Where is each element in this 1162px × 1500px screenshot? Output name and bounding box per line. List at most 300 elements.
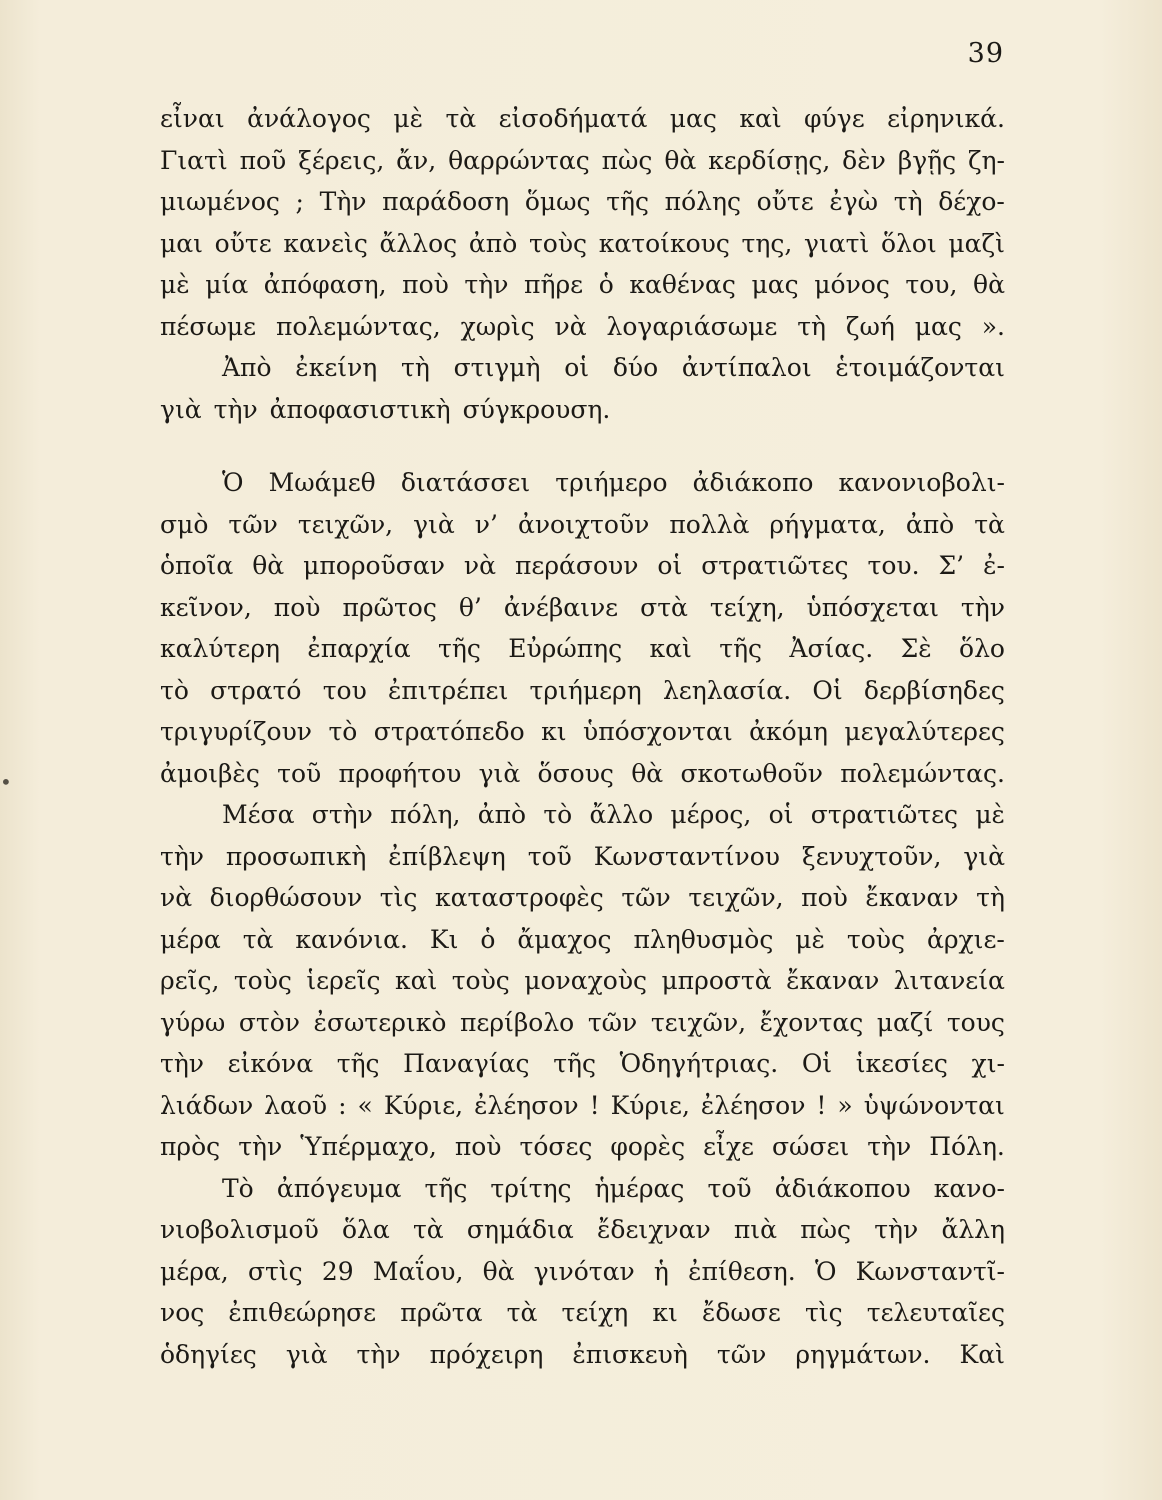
word: ἡμέρας <box>594 1173 685 1203</box>
word: Παναγίας <box>403 1049 530 1078</box>
word: ρηγμάτων. <box>795 1339 931 1369</box>
word: τῆς <box>719 634 763 663</box>
word: κανο- <box>933 1173 1005 1203</box>
word: τὴν <box>160 841 205 871</box>
text-line <box>160 181 1005 223</box>
word: μαζί <box>876 1007 934 1037</box>
word: ἀμοιβὲς <box>160 758 260 788</box>
word: τῆς <box>424 1173 468 1203</box>
text-line <box>160 1126 1005 1168</box>
text-line <box>160 628 1005 670</box>
word: του <box>322 675 367 705</box>
word: στὴν <box>311 800 373 829</box>
word: ζωή <box>845 311 895 341</box>
word: ὅλο <box>959 634 1005 663</box>
word: τὴ <box>401 353 430 382</box>
word: τὶς <box>804 1298 843 1327</box>
word: ἱερεῖς <box>306 966 381 995</box>
word: πρῶτα <box>400 1298 483 1327</box>
text-line <box>160 140 1005 182</box>
word: τῆς <box>336 1049 380 1078</box>
word: σώσει <box>771 1132 850 1161</box>
word: τῶν <box>621 883 671 912</box>
word: ὑπόσχεται <box>806 592 939 622</box>
word: λεηλασία. <box>662 675 792 705</box>
word: φύγε <box>804 104 865 133</box>
word: τὰ <box>974 509 1005 539</box>
word: Κύριε, <box>383 1090 464 1120</box>
text-line <box>160 794 1005 836</box>
word: Ἀπὸ <box>222 353 272 382</box>
word: κι <box>541 717 567 746</box>
word: πολλὰ <box>669 509 750 539</box>
word: τοῦ <box>277 758 322 788</box>
word: ἔκαναν <box>786 966 880 995</box>
word: καταστροφὲς <box>434 883 604 912</box>
word: τοὺς <box>233 966 292 995</box>
word: μας <box>751 270 799 299</box>
word: θὰ <box>631 758 664 788</box>
text-line <box>160 670 1005 712</box>
word: Πόλη. <box>929 1132 1005 1161</box>
word: τὶς <box>379 883 418 912</box>
word: Κωνσταντῖ- <box>855 1256 1005 1286</box>
word: ἔδειχναν <box>597 1215 711 1244</box>
word: σκοτωθοῦν <box>680 758 823 788</box>
word: ἀποφασιστικὴ <box>269 394 451 424</box>
word: μὲ <box>975 800 1005 829</box>
word: τοὺς <box>528 228 588 258</box>
word: μαζὶ <box>948 228 1005 258</box>
word: ζη- <box>968 145 1005 175</box>
word: φορὲς <box>610 1132 686 1161</box>
word: κανόνια. <box>295 924 408 954</box>
word: εἶχε <box>703 1132 754 1161</box>
word: προφήτου <box>338 758 462 788</box>
word: θὰ <box>252 551 285 580</box>
word: μὲ <box>393 104 424 133</box>
word: ὅλοι <box>880 228 937 258</box>
word: σύγκρουση. <box>462 394 611 424</box>
word: τὴν <box>213 394 258 424</box>
word: ἄλλη <box>941 1215 1005 1244</box>
word: στρατιῶτες <box>810 800 959 829</box>
word: οὔτε <box>756 187 814 216</box>
word: τειχῶν, <box>297 509 394 539</box>
word: θὰ <box>664 145 697 175</box>
word: ρήγματα, <box>769 509 886 539</box>
word: Ὁ <box>814 1256 837 1286</box>
word: τὴν <box>356 1339 401 1369</box>
text-line <box>160 389 1005 431</box>
word: ἐσωτερικὸ <box>313 1007 447 1037</box>
word: κεῖνον, <box>160 592 252 622</box>
word: κατοίκους <box>598 228 730 258</box>
word: γινόταν <box>533 1256 635 1286</box>
word: ; <box>295 187 304 216</box>
word: « <box>357 1090 373 1120</box>
word: μέρα, <box>160 1256 229 1286</box>
word: ὁδηγίες <box>160 1339 257 1369</box>
word: ἐπιτρέπει <box>388 675 509 705</box>
word: ποῦ <box>239 145 287 175</box>
word: Τὸ <box>222 1173 254 1203</box>
word: μόνος <box>814 270 890 299</box>
word: Καὶ <box>959 1339 1005 1369</box>
word: τὴν <box>238 1132 283 1161</box>
page-number: 39 <box>967 38 1004 69</box>
word: τὰ <box>412 1215 444 1244</box>
word: τὰ <box>242 924 274 954</box>
text-line <box>160 264 1005 306</box>
word: 29 <box>321 1256 354 1286</box>
word: νὰ <box>463 551 496 580</box>
word: καὶ <box>394 966 438 995</box>
word: τειχῶν, <box>688 883 784 912</box>
word: κανονιοβολι- <box>838 468 1005 497</box>
word: νιοβολισμοῦ <box>160 1215 319 1244</box>
word: κανεὶς <box>283 228 368 258</box>
word: ὁ <box>598 270 614 299</box>
word: διορθώσουν <box>209 883 363 912</box>
word: » <box>837 1090 853 1120</box>
text-line <box>160 1002 1005 1044</box>
word: τὴν <box>960 592 1005 622</box>
word: στιγμὴ <box>453 353 541 382</box>
word: τριήμερη <box>529 675 642 705</box>
word: τοὺς <box>451 966 510 995</box>
word: μὲ <box>795 924 825 954</box>
word: τῆς <box>553 1049 596 1078</box>
word: ἐλέησον <box>474 1090 579 1120</box>
word: περάσουν <box>514 551 639 580</box>
word: ποὺ <box>801 883 848 912</box>
word: εἰκόνα <box>227 1049 314 1078</box>
word: πολεμώντας. <box>840 758 1005 788</box>
word: μποροῦσαν <box>303 551 445 580</box>
word: ἱκεσίες <box>855 1049 948 1078</box>
word: τρίτης <box>490 1173 572 1203</box>
word: τὰ <box>506 1298 538 1327</box>
word: τόσες <box>519 1132 593 1161</box>
word: στρατιῶτες <box>701 551 849 580</box>
word: εἰσοδήματά <box>498 104 648 133</box>
word: βγῇς <box>897 145 957 175</box>
word: πρόχειρη <box>429 1339 544 1369</box>
word: πιὰ <box>733 1215 777 1244</box>
word: μεγαλύτερες <box>844 717 1005 746</box>
word: ὁποῖα <box>160 551 234 580</box>
word: δέχο- <box>938 187 1005 216</box>
word: παράδοση <box>382 187 510 216</box>
word: ἀρχιε- <box>926 924 1005 954</box>
word: ἐπισκευὴ <box>572 1339 688 1369</box>
word: τὴν <box>874 1215 919 1244</box>
word: περίβολο <box>459 1007 575 1037</box>
text-line <box>160 1292 1005 1334</box>
word: της, <box>741 228 793 258</box>
word: πέσωμε <box>160 311 257 341</box>
text-line <box>160 504 1005 546</box>
word: ἄλλος <box>379 228 458 258</box>
word: ν’ <box>474 509 498 539</box>
word: πὼς <box>601 145 653 175</box>
body-text <box>160 98 1005 1375</box>
text-line <box>160 836 1005 878</box>
word: στὸν <box>238 1007 300 1037</box>
word: ἄν, <box>396 145 437 175</box>
word: χι- <box>971 1049 1005 1078</box>
word: εἶναι <box>160 104 225 133</box>
text-line <box>160 877 1005 919</box>
word: τὴν <box>464 270 509 299</box>
word: ἐκείνη <box>295 353 378 382</box>
word: λιτανεία <box>893 966 1005 995</box>
word: ἀνέβαινε <box>503 592 619 622</box>
word: Σ’ <box>938 551 965 580</box>
word: τοῦ <box>707 1173 752 1203</box>
text-line <box>160 1251 1005 1293</box>
word: δὲν <box>842 145 886 175</box>
word: ἀδιάκοπου <box>774 1173 911 1203</box>
word: τους <box>946 1007 1005 1037</box>
word: μὲ <box>160 270 190 299</box>
word: μας <box>669 104 717 133</box>
word: ἐ- <box>983 551 1005 580</box>
word: γιὰ <box>285 1339 328 1369</box>
word: τὴν <box>160 1049 205 1078</box>
word: ἐπίθεση. <box>688 1256 796 1286</box>
word: ἀπόφαση, <box>263 270 387 299</box>
word: ἔδωσε <box>701 1298 781 1327</box>
word: ξενυχτοῦν, <box>801 841 942 871</box>
word: Τὴν <box>319 187 367 216</box>
word: καλύτερη <box>160 634 281 663</box>
word: γύρω <box>160 1007 226 1037</box>
word: Ὁ <box>222 468 244 497</box>
word: τείχη <box>561 1298 629 1327</box>
word: νὰ <box>160 883 193 912</box>
word: τῶν <box>228 509 278 539</box>
word: τοὺς <box>846 924 905 954</box>
word: οἱ <box>657 551 683 580</box>
word: ἐλέησον <box>700 1090 806 1120</box>
word: προσωπικὴ <box>225 841 367 871</box>
word: ἐπιθεώρησε <box>228 1298 377 1327</box>
word: τὴ <box>976 883 1005 912</box>
word: ὅσους <box>537 758 614 788</box>
word: ἔκαναν <box>865 883 959 912</box>
word: ! <box>816 1090 827 1120</box>
text-line <box>160 306 1005 348</box>
word: ἐπίβλεψη <box>388 841 506 871</box>
section-gap <box>160 430 1005 462</box>
word: ἡ <box>653 1256 669 1286</box>
word: πὼς <box>800 1215 852 1244</box>
word: καὶ <box>739 104 782 133</box>
word: ἐπαρχία <box>307 634 411 663</box>
word: καὶ <box>649 634 692 663</box>
word: χωρὶς <box>460 311 535 341</box>
word: ! <box>589 1090 600 1120</box>
word: γιατὶ <box>804 228 870 258</box>
word: μέρος, <box>670 800 752 829</box>
word: πολεμώντας, <box>275 311 441 341</box>
word: ἀπὸ <box>468 228 518 258</box>
word: σμὸ <box>160 509 209 539</box>
word: θαρρώντας <box>448 145 590 175</box>
word: τείχη, <box>709 592 785 622</box>
margin-dot: • <box>0 770 12 794</box>
word: εἰρηνικά. <box>887 104 1005 133</box>
word: κι <box>652 1298 678 1327</box>
word: Ὁδηγήτριας. <box>619 1049 779 1078</box>
text-line <box>160 960 1005 1002</box>
word: ἄλλο <box>589 800 654 829</box>
text-line <box>160 98 1005 140</box>
word: ἀνοιχτοῦν <box>517 509 650 539</box>
word: στρατό <box>210 675 302 705</box>
word: ἀκόμη <box>749 717 828 746</box>
word: ». <box>981 311 1005 341</box>
text-line <box>160 1085 1005 1127</box>
word: Κωνσταντίνου <box>593 841 781 871</box>
word: Οἱ <box>812 675 843 705</box>
word: θὰ <box>482 1256 515 1286</box>
word: οἱ <box>768 800 794 829</box>
word: δερβίσηδες <box>863 675 1005 705</box>
word: λογαριάσωμε <box>606 311 778 341</box>
word: γιὰ <box>160 394 202 424</box>
word: πόλης <box>664 187 741 216</box>
word: ὑψώνονται <box>863 1090 1005 1120</box>
word: τῶν <box>587 1007 638 1037</box>
word: τελευταῖες <box>866 1298 1005 1327</box>
word: ξέρεις, <box>298 145 385 175</box>
word: τῆς <box>606 187 650 216</box>
word: δύο <box>612 353 659 382</box>
word: διατάσσει <box>400 468 531 497</box>
word: στὶς <box>247 1256 303 1286</box>
word: ἑτοιμάζονται <box>835 353 1005 382</box>
word: τὴ <box>797 311 826 341</box>
word: ἀπὸ <box>905 509 955 539</box>
word: ἀπόγευμα <box>276 1173 402 1203</box>
word: Μέσα <box>222 800 295 829</box>
word: ἀδιάκοπο <box>692 468 814 497</box>
word: λαοῦ <box>264 1090 328 1120</box>
word: μιωμένος <box>160 187 280 216</box>
text-line <box>160 545 1005 587</box>
word: τὸ <box>328 717 358 746</box>
word: : <box>338 1090 347 1120</box>
word: του, <box>905 270 958 299</box>
word: σημάδια <box>466 1215 574 1244</box>
word: θ’ <box>458 592 482 622</box>
word: γιὰ <box>963 841 1005 871</box>
word: στρατόπεδο <box>373 717 525 746</box>
text-line <box>160 1334 1005 1376</box>
word: οἱ <box>564 353 590 382</box>
word: πρὸς <box>160 1132 221 1161</box>
word: Εὐρώπης <box>508 634 623 663</box>
word: ποὺ <box>454 1132 502 1161</box>
text-line <box>160 587 1005 629</box>
text-line <box>160 1209 1005 1251</box>
word: μέρα <box>160 924 221 954</box>
word: Ἀσίας. <box>789 634 874 663</box>
word: ἔχοντας <box>759 1007 864 1037</box>
word: οὔτε <box>214 228 272 258</box>
word: Μαΐου, <box>372 1256 464 1286</box>
word: ὑπόσχονται <box>583 717 733 746</box>
text-line <box>160 1168 1005 1210</box>
word: Σὲ <box>900 634 932 663</box>
word: κερδίσῃς, <box>708 145 831 175</box>
word: στὰ <box>640 592 688 622</box>
word: τὸ <box>543 800 573 829</box>
word: ὅμως <box>524 187 591 216</box>
text-line <box>160 919 1005 961</box>
word: τειχῶν, <box>650 1007 747 1037</box>
word: του. <box>867 551 920 580</box>
text-line <box>160 711 1005 753</box>
word: τὴν <box>867 1132 912 1161</box>
word: ὅλα <box>341 1215 390 1244</box>
word: τὴ <box>893 187 923 216</box>
word: Κι <box>429 924 459 954</box>
word: Οἱ <box>801 1049 833 1078</box>
word: Γιατὶ <box>160 145 228 175</box>
word: τοῦ <box>527 841 572 871</box>
word: ἐγὼ <box>829 187 879 216</box>
word: μοναχοὺς <box>524 966 648 995</box>
word: τῆς <box>438 634 481 663</box>
word: πόλη, <box>390 800 461 829</box>
word: ποὺ <box>402 270 449 299</box>
word: καθένας <box>629 270 736 299</box>
word: νὰ <box>554 311 587 341</box>
word: πρῶτος <box>342 592 437 622</box>
word: Κύριε, <box>610 1090 690 1120</box>
word: Ὑπέρμαχο, <box>300 1132 437 1161</box>
word: ποὺ <box>273 592 321 622</box>
text-line <box>160 223 1005 265</box>
word: ρεῖς, <box>160 966 220 995</box>
word: μπροστὰ <box>661 966 772 995</box>
word: λιάδων <box>160 1090 254 1120</box>
word: τὸ <box>160 675 189 705</box>
text-line <box>160 462 1005 504</box>
word: τῶν <box>716 1339 767 1369</box>
word: ἀπὸ <box>477 800 527 829</box>
word: πληθυσμὸς <box>633 924 774 954</box>
word: γιὰ <box>413 509 455 539</box>
word: τριήμερο <box>555 468 668 497</box>
text-line <box>160 1043 1005 1085</box>
word: μία <box>205 270 249 299</box>
word: Μωάμεθ <box>268 468 376 497</box>
text-line <box>160 347 1005 389</box>
word: τὰ <box>445 104 477 133</box>
word: ὁ <box>480 924 496 954</box>
word: ἀντίπαλοι <box>681 353 812 382</box>
word: ἄμαχος <box>517 924 612 954</box>
word: γιὰ <box>478 758 521 788</box>
word: μαι <box>160 228 203 258</box>
word: ἀνάλογος <box>247 104 371 133</box>
word: μας <box>914 311 962 341</box>
